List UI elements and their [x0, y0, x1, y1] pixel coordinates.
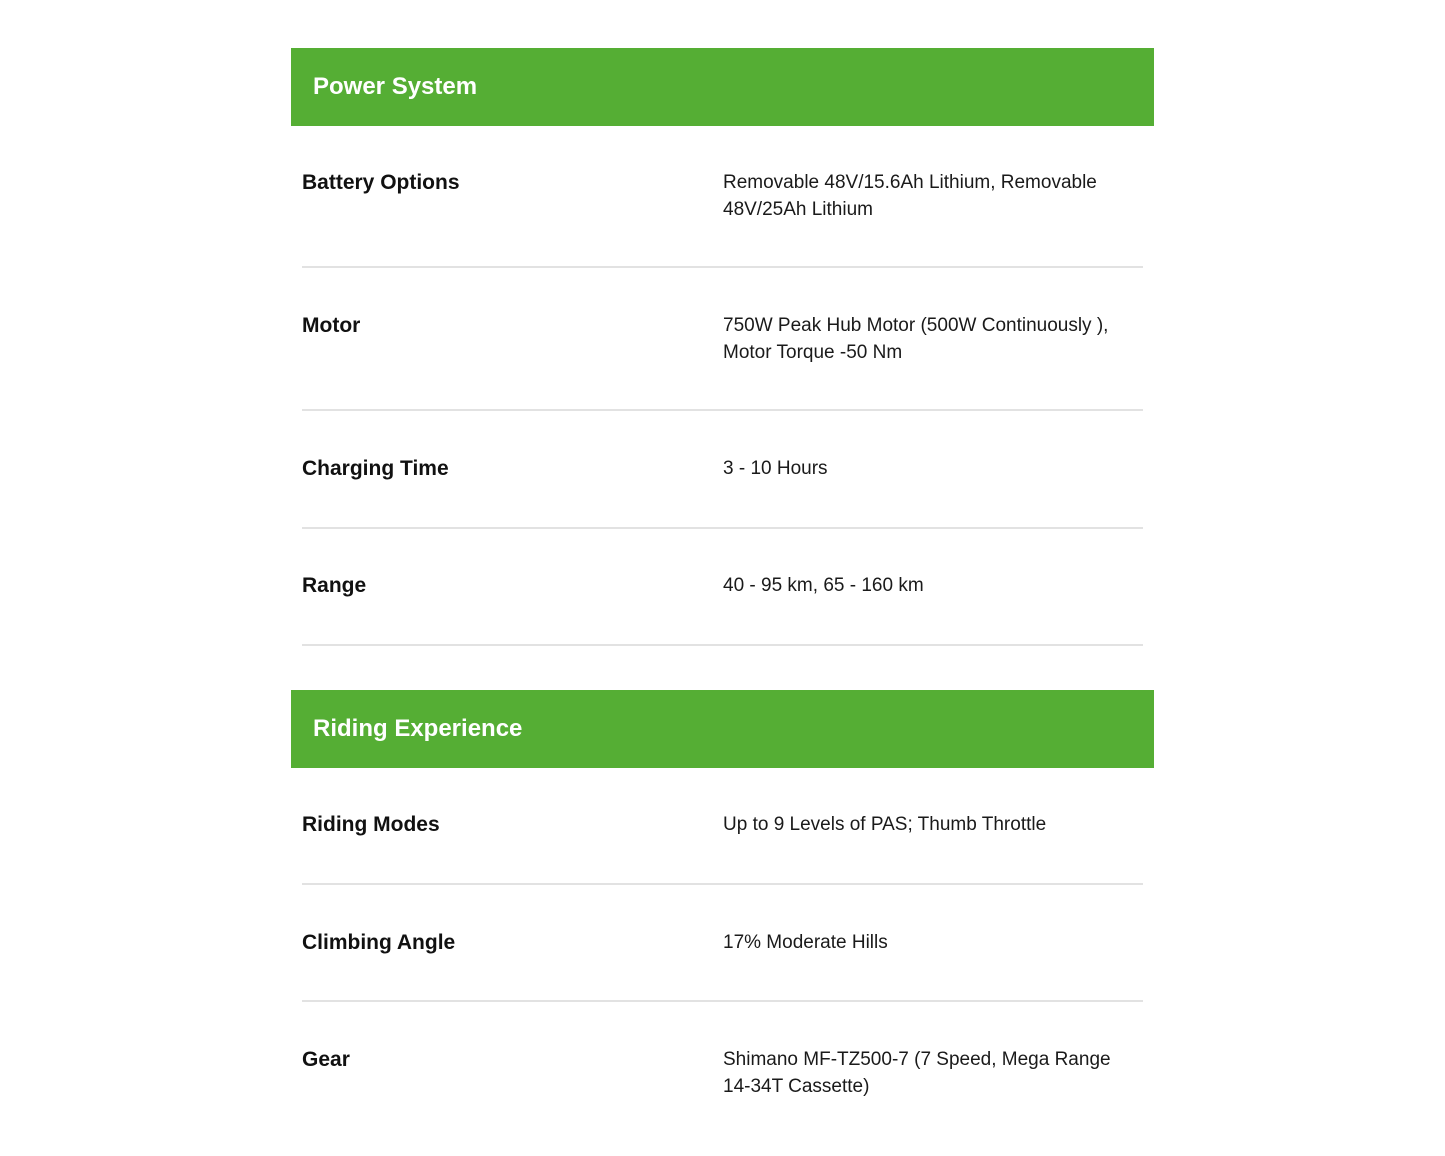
- spec-label: Range: [302, 574, 367, 597]
- spec-value: 40 - 95 km, 65 - 160 km: [723, 575, 924, 596]
- spec-row-charging-time: [302, 411, 1143, 529]
- spec-row-gear: [302, 1002, 1143, 1142]
- spec-row-riding-modes: [302, 768, 1143, 885]
- spec-value: Up to 9 Levels of PAS; Thumb Throttle: [723, 814, 1047, 835]
- spec-row-climbing-angle: [302, 885, 1143, 1002]
- section-header-riding-experience: [291, 690, 1154, 768]
- spec-label: Riding Modes: [302, 813, 440, 836]
- spec-label: Motor: [302, 314, 361, 337]
- spec-row-range: [302, 529, 1143, 646]
- section-title: Riding Experience: [313, 715, 523, 742]
- spec-value: 750W Peak Hub Motor (500W Continuously ), Motor Torque -50 Nm: [723, 315, 1109, 363]
- spec-value: Removable 48V/15.6Ah Lithium, Removable 48V/25Ah Lithium: [723, 172, 1097, 220]
- spec-value: 17% Moderate Hills: [723, 932, 888, 953]
- section-title: Power System: [313, 73, 478, 100]
- spec-row-motor: [302, 268, 1143, 411]
- section-header-power-system: [291, 48, 1154, 126]
- spec-label: Battery Options: [302, 171, 460, 194]
- spec-label: Gear: [302, 1048, 350, 1071]
- spec-row-battery-options: [302, 126, 1143, 268]
- spec-label: Climbing Angle: [302, 931, 456, 954]
- spec-value: 3 - 10 Hours: [723, 458, 828, 479]
- spec-value: Shimano MF-TZ500-7 (7 Speed, Mega Range 14-34T Cassette): [723, 1049, 1111, 1097]
- spec-label: Charging Time: [302, 457, 449, 480]
